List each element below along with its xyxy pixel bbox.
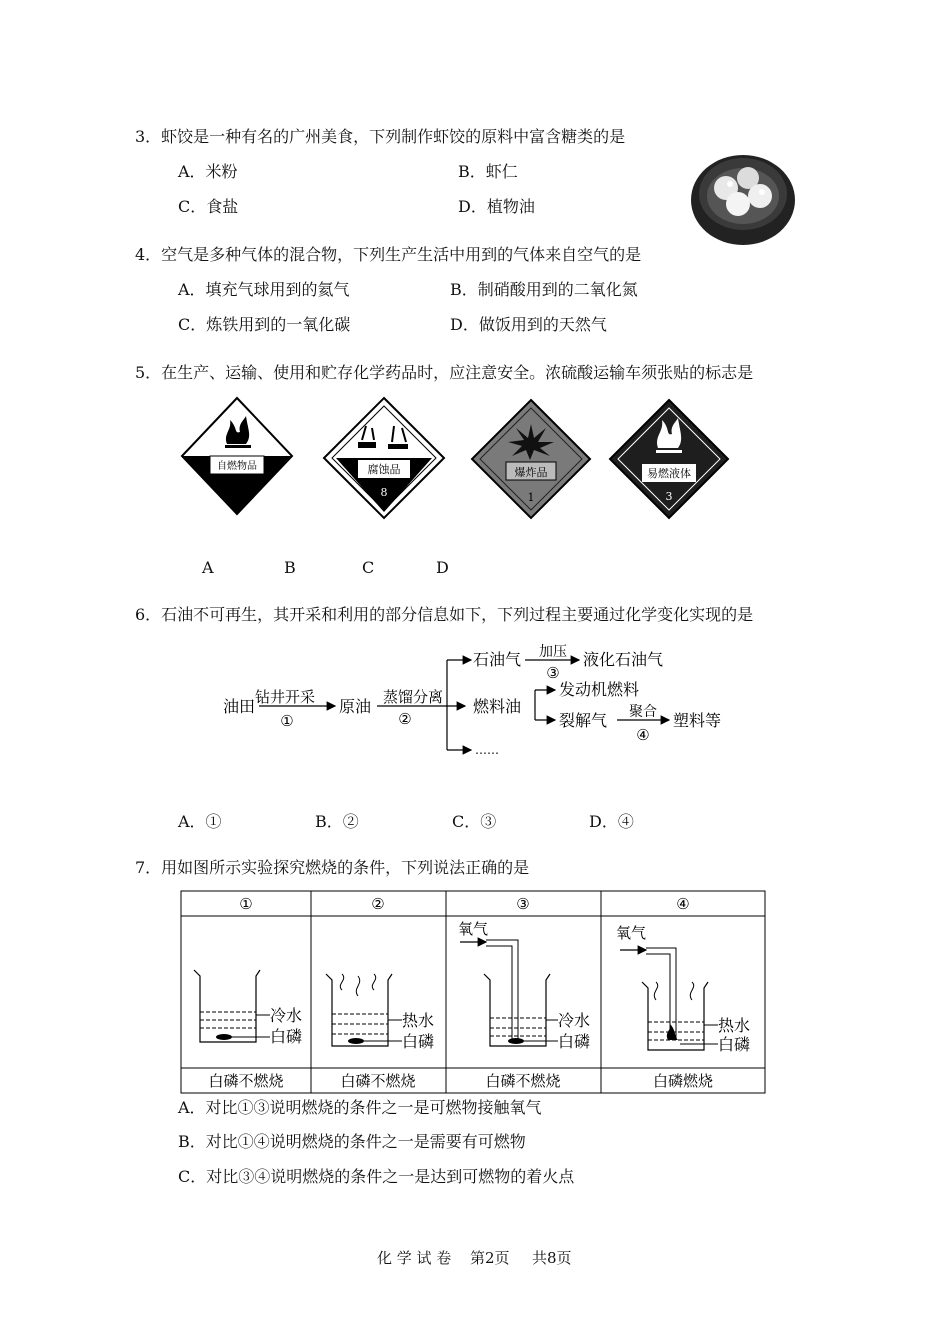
q5-letter-c: C: [362, 558, 375, 577]
shrimp-dumplings-image: [688, 148, 798, 248]
sign-c-number: 1: [527, 491, 535, 504]
flow-oilfield: 油田: [223, 697, 256, 716]
beaker1-phosphorus-label: 白磷: [270, 1027, 303, 1046]
q6-option-d: D．④: [589, 812, 634, 831]
flow-liquefied: 液化石油气: [583, 650, 664, 669]
q5-letter-d: D: [436, 558, 449, 577]
q3-option-c: C．食盐: [178, 197, 239, 216]
beaker2-water-label: 热水: [402, 1011, 435, 1030]
q6-stem: 6．石油不可再生，其开采和利用的部分信息如下，下列过程主要通过化学变化实现的是: [135, 605, 754, 624]
beaker3-oxygen-label: 氧气: [458, 920, 489, 938]
footer-total: 共8页: [532, 1249, 572, 1267]
table-result-2: 白磷不燃烧: [340, 1072, 416, 1090]
q3-option-b: B．虾仁: [458, 162, 518, 181]
hazard-sign-explosive: [470, 398, 592, 520]
petroleum-flow-diagram: [215, 640, 755, 770]
beaker4-oxygen-label: 氧气: [616, 924, 647, 942]
q6-option-a: A．①: [178, 812, 222, 831]
table-header-3: ③: [516, 895, 530, 913]
beaker-2: [326, 974, 434, 1051]
flow-cracked-gas: 裂解气: [559, 711, 608, 730]
q3-stem: 3．虾饺是一种有名的广州美食，下列制作虾饺的原料中富含糖类的是: [135, 127, 626, 146]
beaker-1: [194, 970, 302, 1046]
flow-step1-label: 钻井开采: [254, 688, 316, 706]
hazard-sign-corrosive: [322, 396, 446, 520]
beaker-3: [458, 920, 590, 1051]
q7-stem: 7．用如图所示实验探究燃烧的条件，下列说法正确的是: [135, 858, 530, 877]
beaker4-phosphorus-label: 白磷: [718, 1035, 751, 1054]
table-header-2: ②: [371, 895, 385, 913]
flow-step3-label: 加压: [539, 644, 567, 660]
sign-b-text: 腐蚀品: [367, 463, 401, 476]
table-header-1: ①: [239, 895, 253, 913]
flow-engine-fuel: 发动机燃料: [559, 680, 640, 699]
flow-plastics: 塑料等: [673, 711, 722, 730]
q5-stem: 5．在生产、运输、使用和贮存化学药品时，应注意安全。浓硫酸运输车须张贴的标志是: [135, 363, 754, 382]
sign-d-number: 3: [665, 490, 673, 503]
q7-option-b: B．对比①④说明燃烧的条件之一是需要有可燃物: [178, 1132, 526, 1151]
flow-more: ……: [475, 743, 499, 757]
flow-step4-label: 聚合: [629, 704, 657, 720]
q7-option-a: A．对比①③说明燃烧的条件之一是可燃物接触氧气: [178, 1098, 542, 1117]
beaker3-water-label: 冷水: [558, 1011, 591, 1030]
q3-option-a: A．米粉: [178, 162, 238, 181]
q7-option-c: C．对比③④说明燃烧的条件之一是达到可燃物的着火点: [178, 1167, 575, 1186]
q4-stem: 4．空气是多种气体的混合物，下列生产生活中用到的气体来自空气的是: [135, 245, 642, 264]
q6-option-c: C．③: [452, 812, 497, 831]
q4-option-b: B．制硝酸用到的二氧化氮: [450, 280, 638, 299]
sign-d-text: 易燃液体: [647, 467, 691, 480]
beaker3-phosphorus-label: 白磷: [558, 1032, 591, 1051]
beaker4-water-label: 热水: [718, 1016, 751, 1035]
q6-option-b: B．②: [315, 812, 359, 831]
flow-step2-label: 蒸馏分离: [382, 688, 444, 706]
footer-subject: 化 学 试 卷: [377, 1249, 452, 1267]
table-result-3: 白磷不燃烧: [485, 1072, 561, 1090]
beaker-4: [616, 924, 750, 1054]
footer-page: 第2页: [470, 1249, 510, 1267]
beaker2-phosphorus-label: 白磷: [402, 1032, 435, 1051]
flow-fuel-oil: 燃料油: [473, 697, 522, 716]
q5-letter-b: B: [284, 558, 296, 577]
flow-step3-num: ③: [546, 664, 560, 682]
sign-b-number: 8: [380, 486, 388, 499]
table-result-4: 白磷燃烧: [652, 1072, 714, 1090]
q3-option-d: D．植物油: [458, 197, 535, 216]
flow-step4-num: ④: [636, 726, 650, 744]
flow-lpg: 石油气: [473, 650, 522, 669]
q4-option-c: C．炼铁用到的一氧化碳: [178, 315, 351, 334]
flow-step2-num: ②: [398, 710, 412, 728]
flow-step1-num: ①: [280, 712, 294, 730]
combustion-experiment-table: [180, 890, 768, 1095]
q4-option-d: D．做饭用到的天然气: [450, 315, 607, 334]
sign-c-text: 爆炸品: [514, 466, 548, 479]
table-result-1: 白磷不燃烧: [208, 1072, 284, 1090]
hazard-sign-spontaneous-combustion: [180, 396, 294, 516]
beaker1-water-label: 冷水: [270, 1006, 303, 1025]
hazard-sign-flammable-liquid: [608, 398, 730, 520]
q5-letter-a: A: [202, 558, 214, 577]
flow-crude: 原油: [339, 697, 372, 716]
table-header-4: ④: [676, 895, 690, 913]
sign-a-text: 自燃物品: [217, 461, 257, 472]
q4-option-a: A．填充气球用到的氦气: [178, 280, 350, 299]
